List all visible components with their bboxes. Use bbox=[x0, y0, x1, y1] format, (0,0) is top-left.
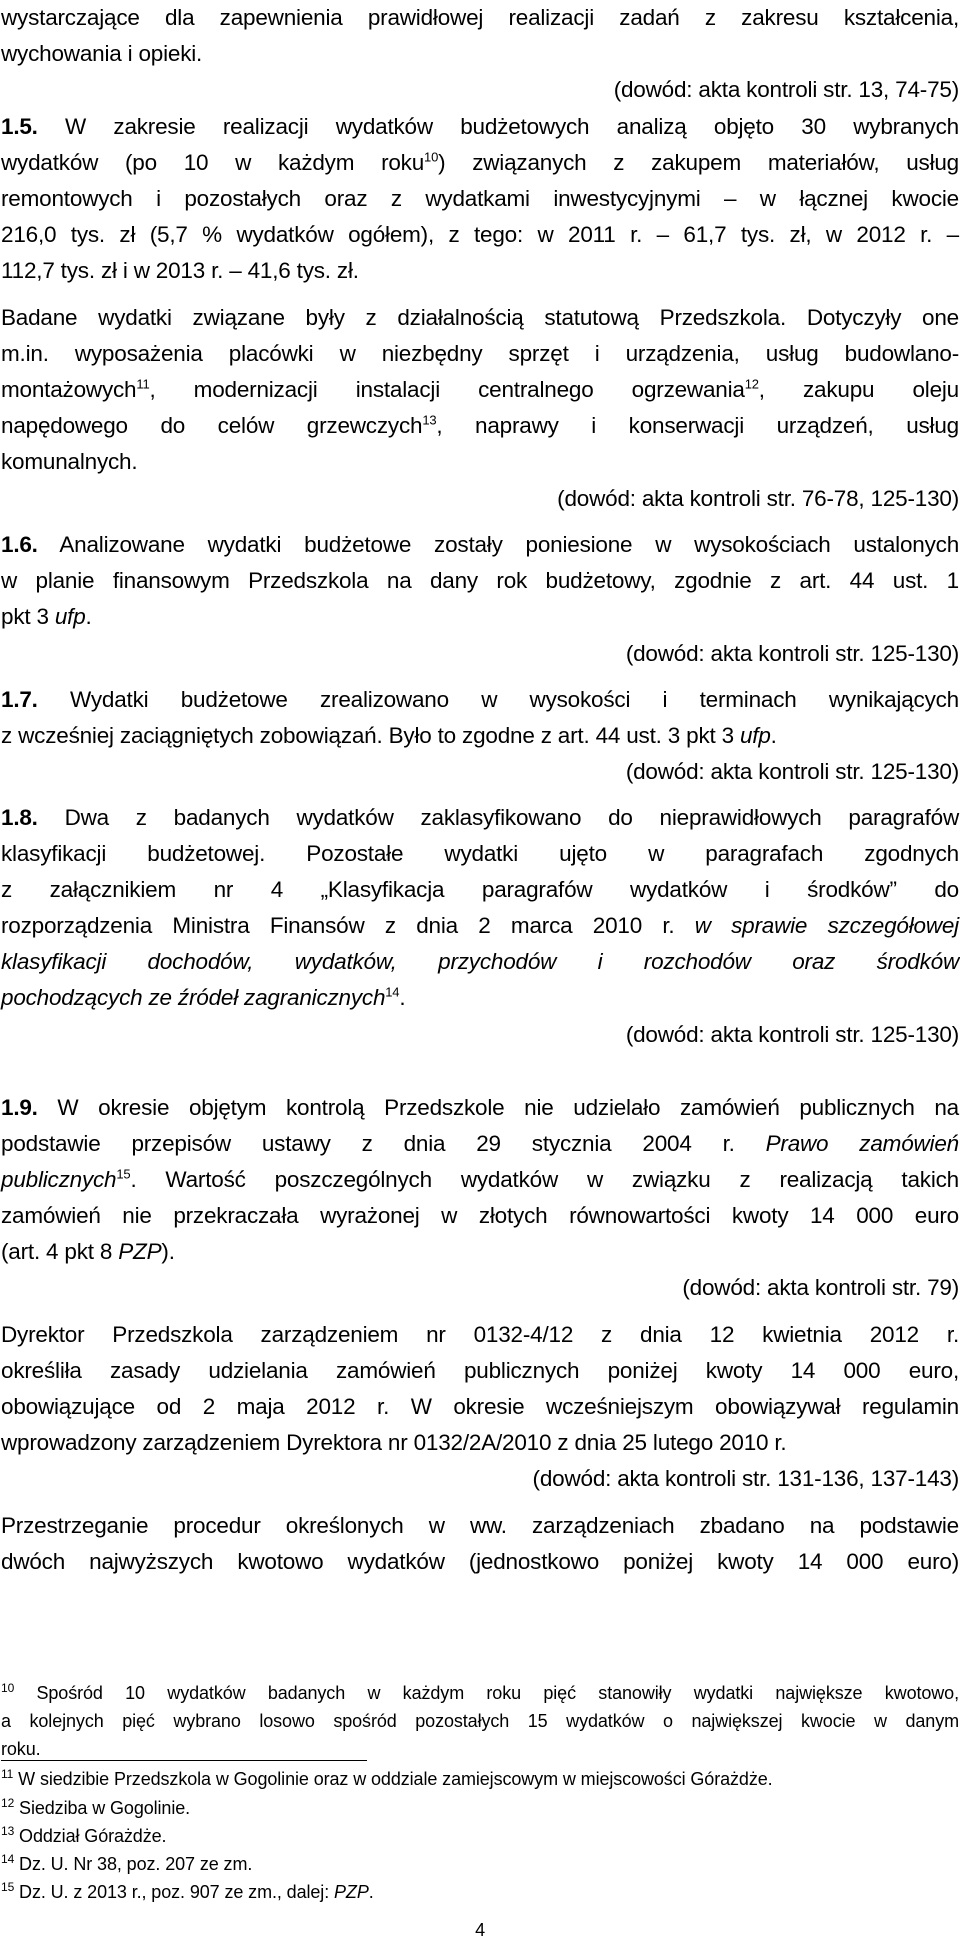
text-span: ) związanych z zakupem materiałów, usług bbox=[438, 150, 959, 175]
evidence-reference: (dowód: akta kontroli str. 125-130) bbox=[625, 1022, 959, 1047]
paragraph-line: wprowadzony zarządzeniem Dyrektora nr 0132/2A/2010 z dnia 25 lutego 2010 r. bbox=[1, 1430, 787, 1455]
section-1-9-line bbox=[1, 1162, 959, 1198]
section-1-5-line bbox=[1, 109, 959, 145]
evidence-reference: (dowód: akta kontroli str. 131-136, 137-143) bbox=[532, 1466, 959, 1491]
text-span: Dz. U. Nr 38, poz. 207 ze zm. bbox=[14, 1854, 253, 1874]
footnote-ref[interactable]: 13 bbox=[422, 412, 437, 428]
footnote-number: 13 bbox=[1, 1824, 15, 1838]
footnote-ref[interactable]: 12 bbox=[744, 376, 759, 392]
footnote-12 bbox=[1, 1795, 959, 1823]
section-1-8-line: klasyfikacji budżetowej. Pozostałe wydatki ujęto w paragrafach zgodnych bbox=[1, 841, 959, 866]
evidence-reference: (dowód: akta kontroli str. 79) bbox=[682, 1275, 959, 1300]
footnote-10-cont: roku. bbox=[1, 1739, 41, 1759]
text-span: PZP bbox=[334, 1882, 369, 1902]
footnote-13 bbox=[1, 1823, 959, 1851]
evidence-reference: (dowód: akta kontroli str. 125-130) bbox=[625, 759, 959, 784]
footnote-ref[interactable]: 11 bbox=[136, 376, 150, 392]
text-span: montażowych bbox=[1, 377, 137, 402]
section-1-8-line bbox=[1, 908, 959, 944]
footnote-ref[interactable]: 10 bbox=[424, 149, 439, 165]
text-line: wychowania i opieki. bbox=[1, 41, 203, 66]
text-span: . bbox=[368, 1882, 374, 1902]
section-1-5-line bbox=[1, 408, 959, 444]
section-1-5-line bbox=[1, 145, 959, 181]
section-1-5-line bbox=[1, 372, 959, 408]
text-span: z wcześniej zaciągniętych zobowiązań. Było to zgodne z art. 44 ust. 3 pkt 3 bbox=[1, 723, 740, 748]
text-span: , zakupu oleju bbox=[758, 377, 959, 402]
paragraph-line: Przestrzeganie procedur określonych w ww. zarządzeniach zbadano na podstawie bbox=[1, 1513, 959, 1538]
section-number: 1.5. bbox=[1, 114, 38, 139]
text-span: (art. 4 pkt 8 bbox=[1, 1239, 119, 1264]
text-span: Analizowane wydatki budżetowe zostały poniesione w wysokościach ustalonych bbox=[59, 532, 960, 557]
paragraph-line: obowiązujące od 2 maja 2012 r. W okresie wcześniejszym obowiązywał regulamin bbox=[1, 1394, 959, 1419]
text-span: ). bbox=[161, 1239, 175, 1264]
text-span: W zakresie realizacji wydatków budżetowych analizą objęto 30 wybranych bbox=[65, 114, 959, 139]
footnote-ref[interactable]: 15 bbox=[116, 1166, 131, 1182]
text-span: Wydatki budżetowe zrealizowano w wysokości i terminach wynikających bbox=[70, 687, 959, 712]
text-span: . bbox=[399, 985, 406, 1010]
text-span: napędowego do celów grzewczych bbox=[1, 413, 423, 438]
footnote-11 bbox=[1, 1766, 959, 1794]
section-1-9-line bbox=[1, 1126, 959, 1162]
text-span: W siedzibie Przedszkola w Gogolinie oraz w oddziale zamiejscowym w miejscowości Górażdże. bbox=[13, 1769, 773, 1789]
footnote-number: 15 bbox=[1, 1880, 15, 1894]
paragraph-line: określiła zasady udzielania zamówień publicznych poniżej kwoty 14 000 euro, bbox=[1, 1358, 959, 1383]
text-span: ufp bbox=[739, 723, 771, 748]
evidence-reference: (dowód: akta kontroli str. 76-78, 125-130) bbox=[557, 486, 959, 511]
page-number: 4 bbox=[475, 1920, 485, 1940]
section-number: 1.9. bbox=[1, 1095, 38, 1120]
section-1-9-line bbox=[1, 1234, 959, 1270]
section-1-7-line bbox=[1, 682, 959, 718]
section-1-5-line: remontowych i pozostałych oraz z wydatkami inwestycyjnymi – w łącznej kwocie bbox=[1, 186, 959, 211]
footnote-14 bbox=[1, 1851, 959, 1879]
section-1-8-line bbox=[1, 800, 959, 836]
text-span: Siedziba w Gogolinie. bbox=[14, 1798, 191, 1818]
paragraph-line: Dyrektor Przedszkola zarządzeniem nr 0132-4/12 z dnia 12 kwietnia 2012 r. bbox=[1, 1322, 959, 1347]
text-span: pochodzących ze źródeł zagranicznych bbox=[1, 985, 386, 1010]
text-span: Dz. U. z 2013 r., poz. 907 ze zm., dalej: bbox=[14, 1882, 335, 1902]
section-1-8-line bbox=[1, 944, 959, 980]
text-span: klasyfikacji dochodów, wydatków, przychodów i rozchodów oraz środków bbox=[1, 949, 959, 974]
text-span: PZP bbox=[118, 1239, 162, 1264]
text-span: . bbox=[770, 723, 777, 748]
paragraph-line: dwóch najwyższych kwotowo wydatków (jednostkowo poniżej kwoty 14 000 euro) bbox=[1, 1549, 959, 1574]
evidence-reference: (dowód: akta kontroli str. 125-130) bbox=[625, 641, 959, 666]
section-number: 1.6. bbox=[1, 532, 38, 557]
footnote-number: 10 bbox=[1, 1681, 15, 1695]
footnote-10-cont: a kolejnych pięć wybrano losowo spośród pozostałych 15 wydatków o największej kwocie w danym bbox=[1, 1711, 959, 1731]
text-span: Prawo zamówień bbox=[765, 1131, 959, 1156]
footnote-ref[interactable]: 14 bbox=[385, 984, 400, 1000]
footnote-15 bbox=[1, 1879, 959, 1907]
section-1-5-line: 112,7 tys. zł i w 2013 r. – 41,6 tys. zł. bbox=[1, 258, 359, 283]
text-span: W okresie objętym kontrolą Przedszkole nie udzielało zamówień publicznych na bbox=[57, 1095, 959, 1120]
text-span: publicznych bbox=[1, 1167, 117, 1192]
section-1-5-line: m.in. wyposażenia placówki w niezbędny sprzęt i urządzenia, usług budowlano- bbox=[1, 341, 959, 366]
text-span: ufp bbox=[54, 604, 86, 629]
footnote-number: 12 bbox=[1, 1796, 15, 1810]
section-1-5-line: 216,0 tys. zł (5,7 % wydatków ogółem), z tego: w 2011 r. – 61,7 tys. zł, w 2012 r. – bbox=[1, 222, 959, 247]
text-span: podstawie przepisów ustawy z dnia 29 stycznia 2004 r. bbox=[1, 1131, 766, 1156]
footnote-number: 11 bbox=[1, 1767, 14, 1781]
text-span: rozporządzenia Ministra Finansów z dnia 2 marca 2010 r. bbox=[1, 913, 695, 938]
text-span: . bbox=[85, 604, 92, 629]
text-span: . Wartość poszczególnych wydatków w związku z realizacją takich bbox=[130, 1167, 959, 1192]
text-line: wystarczające dla zapewnienia prawidłowej realizacji zadań z zakresu kształcenia, bbox=[1, 5, 959, 30]
section-1-9-line: zamówień nie przekraczała wyrażonej w złotych równowartości kwoty 14 000 euro bbox=[1, 1203, 959, 1228]
footnote-10 bbox=[1, 1680, 959, 1708]
text-span: pkt 3 bbox=[1, 604, 55, 629]
section-1-5-line: komunalnych. bbox=[1, 449, 138, 474]
section-1-6-line bbox=[1, 599, 959, 635]
section-1-9-line bbox=[1, 1090, 959, 1126]
section-1-6-line bbox=[1, 527, 959, 563]
text-span: , naprawy i konserwacji urządzeń, usług bbox=[436, 413, 959, 438]
section-1-7-line bbox=[1, 718, 959, 754]
section-1-8-line: z załącznikiem nr 4 „Klasyfikacja paragrafów wydatków i środków” do bbox=[1, 877, 959, 902]
text-span: Oddział Górażdże. bbox=[14, 1826, 167, 1846]
section-1-5-line: Badane wydatki związane były z działalnością statutową Przedszkola. Dotyczyły one bbox=[1, 305, 959, 330]
text-span: wydatków (po 10 w każdym roku bbox=[1, 150, 425, 175]
section-number: 1.7. bbox=[1, 687, 38, 712]
footnote-number: 14 bbox=[1, 1852, 15, 1866]
text-span: Spośród 10 wydatków badanych w każdym roku pięć stanowiły wydatki największe kwotowo, bbox=[14, 1683, 959, 1703]
text-span: Dwa z badanych wydatków zaklasyfikowano do nieprawidłowych paragrafów bbox=[64, 805, 959, 830]
text-span: w sprawie szczegółowej bbox=[694, 913, 959, 938]
section-1-8-line bbox=[1, 980, 959, 1016]
section-1-6-line: w planie finansowym Przedszkola na dany rok budżetowy, zgodnie z art. 44 ust. 1 bbox=[1, 568, 959, 593]
evidence-reference: (dowód: akta kontroli str. 13, 74-75) bbox=[613, 77, 959, 102]
section-number: 1.8. bbox=[1, 805, 38, 830]
text-span: , modernizacji instalacji centralnego ogrzewania bbox=[149, 377, 745, 402]
